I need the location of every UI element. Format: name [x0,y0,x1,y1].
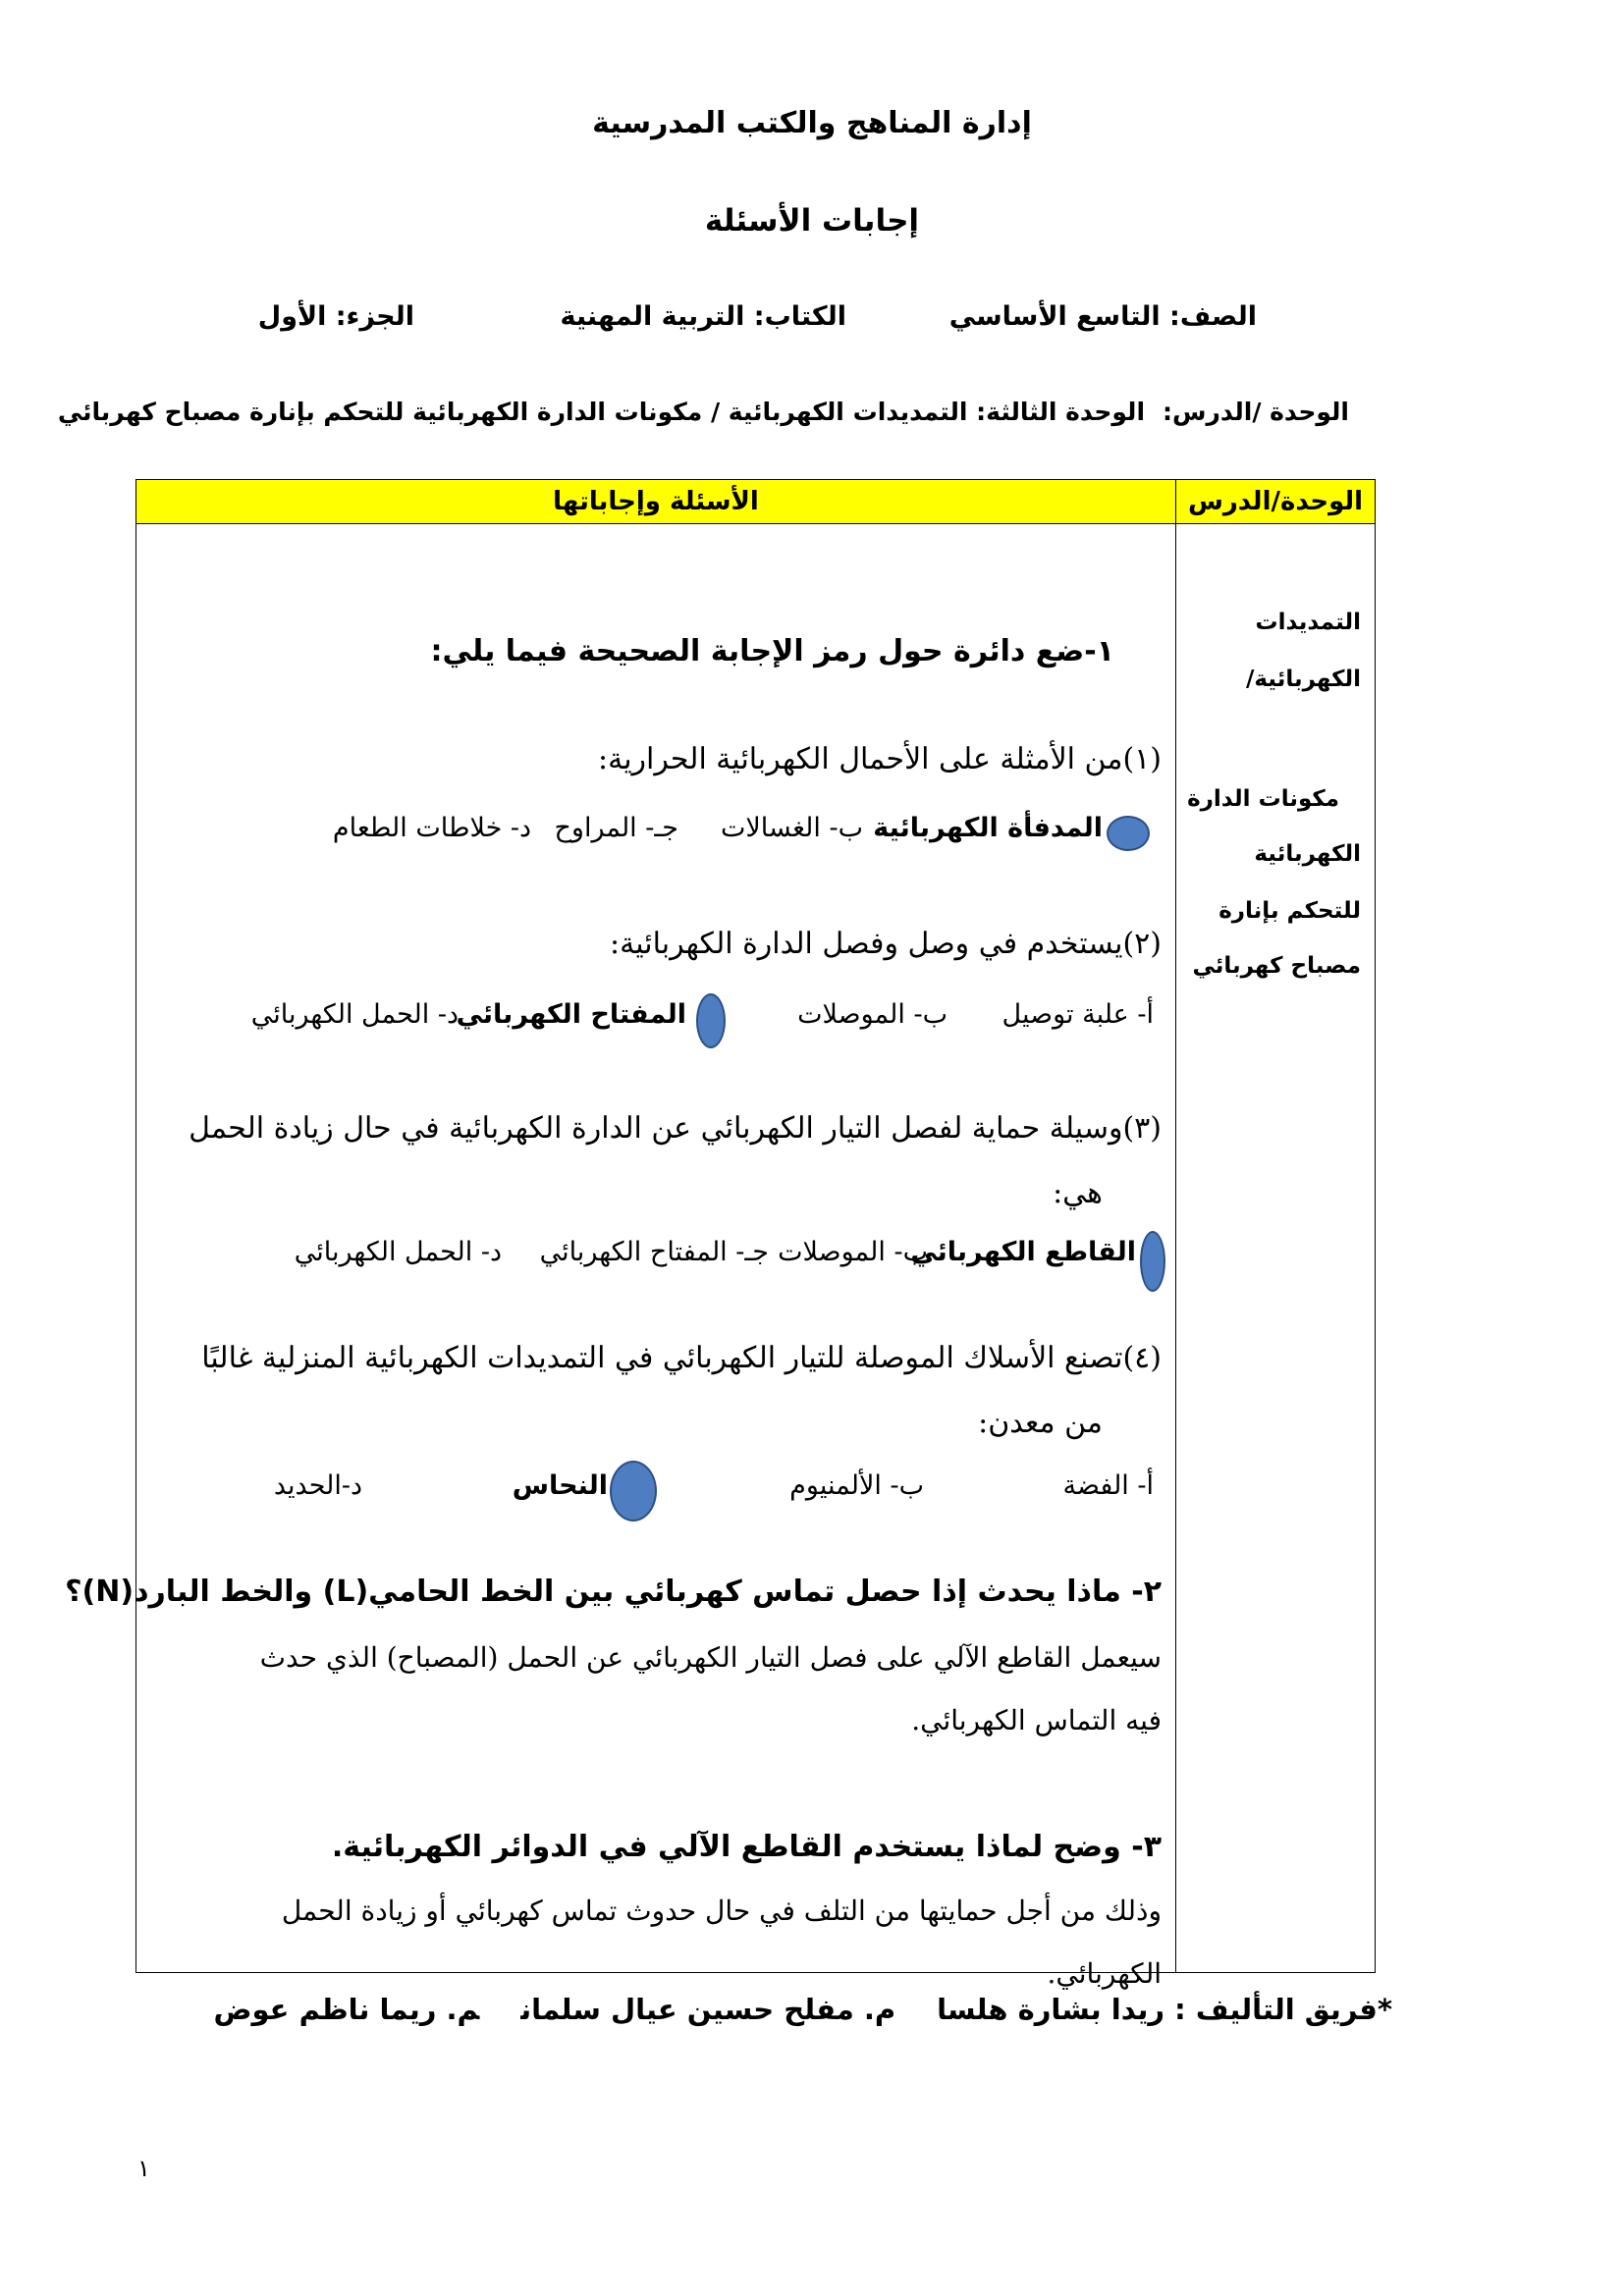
q1-item4-opt-b: ب- الألمنيوم [789,1470,924,1501]
unit-line-6: مصباح كهربائي [1192,953,1361,979]
col-header-unit: الوحدة/الدرس [1176,480,1376,524]
q1-item1-opt-b: ب- الغسالات [720,813,863,843]
answer-circle-2 [696,993,726,1048]
answer-circle-3 [1140,1231,1165,1292]
q1-item2-opt-b: ب- الموصلات [797,999,947,1030]
table-header-row [136,480,1376,524]
table-body-row [136,524,1376,1973]
unit-line-4: الكهربائية [1254,841,1361,867]
unit-value: الوحدة الثالثة: التمديدات الكهربائية / مكونات الدارة الكهربائية للتحكم بإنارة مصباح كهربائي [57,398,1146,426]
q1-item4-opt-d: د-الحديد [273,1470,362,1501]
answer-circle-4 [610,1461,657,1522]
part-label: الجزء: الأول [257,301,414,332]
unit-line-3: مكونات الدارة [1187,786,1339,812]
unit-line [58,398,1349,426]
answer-circle-1 [1107,816,1150,851]
q1-item3-opt-c: جـ- المفتاح الكهربائي [539,1237,769,1267]
page-title: إجابات الأسئلة [704,203,920,239]
q3-answer-2: الكهربائي. [1047,1957,1162,1990]
unit-label: الوحدة /الدرس: [1163,398,1349,426]
q1-item1-stem: (١)من الأمثلة على الأحمال الكهربائية الحرارية: [598,742,1162,776]
page-number: ١ [137,2155,150,2182]
unit-line-1: التمديدات [1255,610,1361,635]
department-title: إدارة المناهج والكتب المدرسية [592,106,1032,140]
q1-item4-opt-c: النحاس [512,1470,608,1501]
col-header-questions: الأسئلة وإجاباتها [136,480,1176,524]
questions-cell [65,524,1176,1990]
q1-item3-stem-1: (٣)وسيلة حماية لفصل التيار الكهربائي عن الدارة الكهربائية في حال زيادة الحمل [189,1111,1162,1146]
q1-item4-stem-2: من معدن: [978,1406,1103,1440]
authors-line [172,1993,1392,2026]
grade-label: الصف: التاسع الأساسي [948,301,1257,332]
questions-table [65,479,1376,1990]
q2-title: ٢- ماذا يحدث إذا حصل تماس كهربائي بين الخط الحامي(L) والخط البارد(N)؟ [65,1575,1162,1609]
author-3: م. ريما ناظم عوض [213,1993,480,2026]
unit-line-5: للتحكم بإنارة [1218,898,1361,924]
q1-item2-opt-c: المفتاح الكهربائي [456,999,686,1030]
book-label: الكتاب: التربية المهنية [560,301,846,332]
q1-item4-stem-1: (٤)تصنع الأسلاك الموصلة للتيار الكهربائي في التمديدات الكهربائية المنزلية غالبًا [201,1341,1162,1375]
q1-item1-opt-d: د- خلاطات الطعام [332,813,531,843]
unit-cell [1176,524,1376,1973]
q1-item1-opt-c: جـ- المراوح [554,813,678,843]
q1-item2-opt-d: د- الحمل الكهربائي [250,999,459,1030]
q1-item1-opt-a: المدفأة الكهربائية [873,813,1103,843]
q1-item3-stem-2: هي: [1053,1176,1103,1210]
q1-item4-opt-a: أ- الفضة [1062,1470,1154,1501]
q1-title: ١-ضع دائرة حول رمز الإجابة الصحيحة فيما يلي: [430,634,1114,668]
unit-line-2: الكهربائية/ [1245,667,1361,692]
author-1: *فريق التأليف : ريدا بشارة هلسا [937,1993,1392,2026]
q2-answer-1: سيعمل القاطع الآلي على فصل التيار الكهربائي عن الحمل (المصباح) الذي حدث [259,1641,1162,1674]
q1-item2-stem: (٢)يستخدم في وصل وفصل الدارة الكهربائية: [610,927,1162,961]
q3-answer-1: وذلك من أجل حمايتها من التلف في حال حدوث تماس كهربائي أو زيادة الحمل [281,1895,1162,1927]
q2-answer-2: فيه التماس الكهربائي. [911,1704,1162,1736]
q1-item2-opt-a: أ- علبة توصيل [1001,999,1154,1030]
q1-item3-opt-a: القاطع الكهربائي [910,1237,1136,1267]
author-2: م. مفلح حسين عيال سلمان [520,1993,896,2026]
q3-title: ٣- وضح لماذا يستخدم القاطع الآلي في الدوائر الكهربائية. [331,1830,1162,1864]
q1-item3-opt-b: ب- الموصلات [778,1237,928,1267]
q1-item3-opt-d: د- الحمل الكهربائي [294,1237,502,1267]
